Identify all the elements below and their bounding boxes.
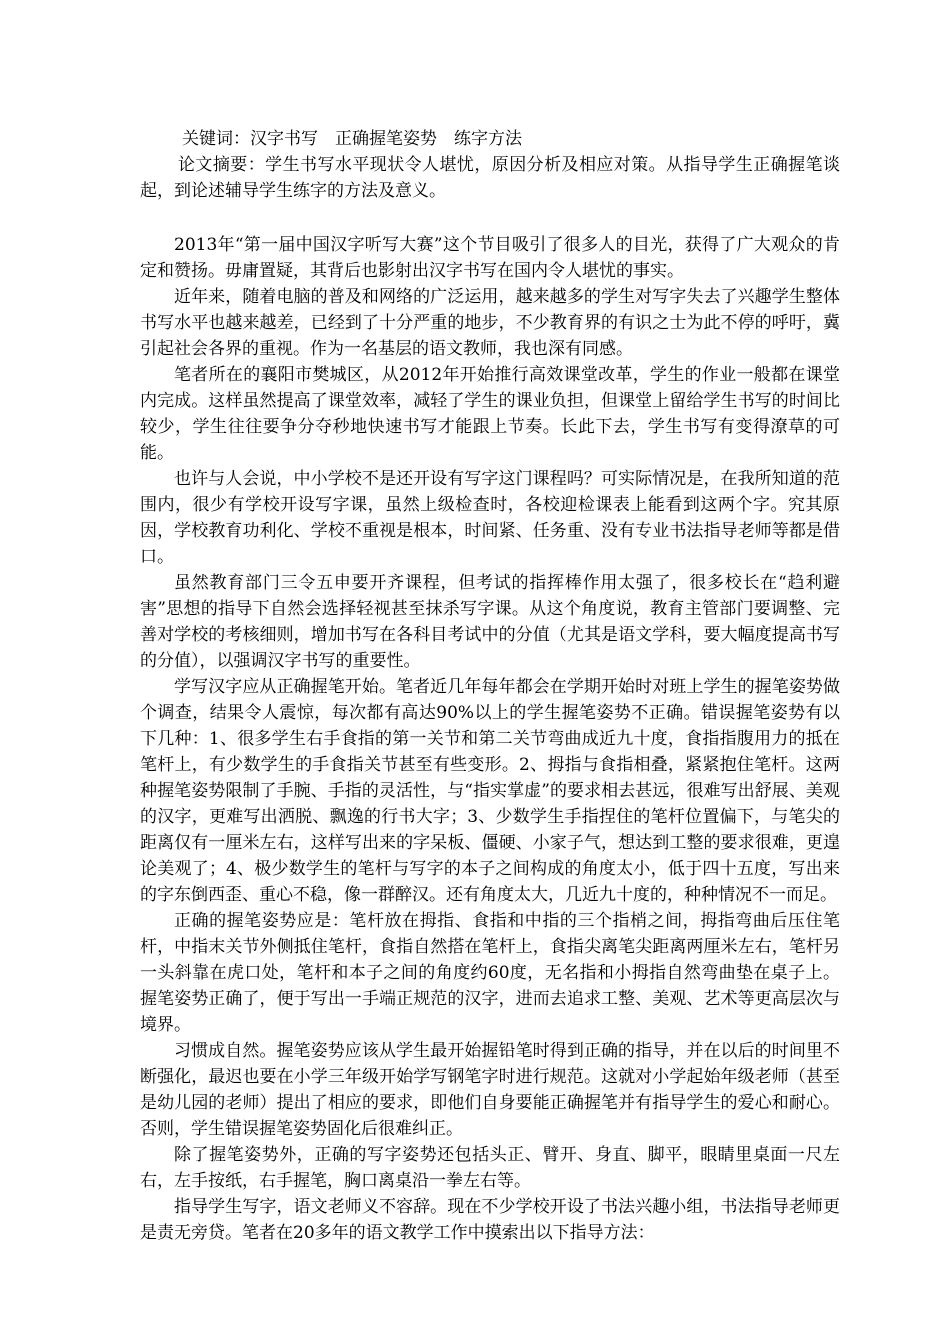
abstract-paragraph: 论文摘要：学生书写水平现状令人堪忧，原因分析及相应对策。从指导学生正确握笔谈起，到论述辅导学生练字的方法及意义。	[140, 155, 840, 201]
keywords-line: 关键词：汉字书写 正确握笔姿势 练字方法	[182, 129, 522, 149]
section-spacer	[140, 204, 840, 232]
body-paragraph-2: 近年来，随着电脑的普及和网络的广泛运用，越来越多的学生对写字失去了兴趣学生整体书写水平也越来越差，已经到了十分严重的地步，不少教育界的有识之士为此不停的呼吁，冀引起社会各界的重视。作为一名基层的语文教师，我也深有同感。	[140, 287, 840, 359]
document-page	[140, 126, 840, 1246]
body-paragraph-5: 虽然教育部门三令五申要开齐课程，但考试的指挥棒作用太强了，很多校长在“趋利避害”思想的指导下自然会选择轻视甚至抹杀写字课。从这个角度说，教育主管部门要调整、完善对学校的考核细则，增加书写在各科目考试中的分值（尤其是语文学科，要大幅度提高书写的分值），以强调汉字书写的重要性。	[140, 573, 840, 671]
body-paragraph-7: 正确的握笔姿势应是：笔杆放在拇指、食指和中指的三个指梢之间，拇指弯曲后压住笔杆，中指末关节外侧抵住笔杆，食指自然搭在笔杆上，食指尖离笔尖距离两厘米左右，笔杆另一头斜靠在虎口处，笔杆和本子之间的角度约60度，无名指和小拇指自然弯曲垫在桌子上。握笔姿势正确了，便于写出一手端正规范的汉字，进而去追求工整、美观、艺术等更高层次与境界。	[140, 911, 840, 1035]
body-paragraph-10: 指导学生写字，语文老师义不容辞。现在不少学校开设了书法兴趣小组，书法指导老师更是责无旁贷。笔者在20多年的语文教学工作中摸索出以下指导方法：	[140, 1197, 840, 1243]
body-paragraph-1: 2013年“第一届中国汉字听写大赛”这个节目吸引了很多人的目光，获得了广大观众的肯定和赞扬。毋庸置疑，其背后也影射出汉字书写在国内令人堪忧的事实。	[140, 235, 840, 281]
body-paragraph-8: 习惯成自然。握笔姿势应该从学生最开始握铅笔时得到正确的指导，并在以后的时间里不断强化，最迟也要在小学三年级开始学写钢笔字时进行规范。这就对小学起始年级老师（甚至是幼儿园的老师）提出了相应的要求，即他们自身要能正确握笔并有指导学生的爱心和耐心。否则，学生错误握笔姿势固化后很难纠正。	[140, 1041, 840, 1139]
body-paragraph-4: 也许与人会说，中小学校不是还开设有写字这门课程吗？可实际情况是，在我所知道的范围内，很少有学校开设写字课，虽然上级检查时，各校迎检课表上能看到这两个字。究其原因，学校教育功利化、学校不重视是根本，时间紧、任务重、没有专业书法指导老师等都是借口。	[140, 469, 840, 567]
body-paragraph-9: 除了握笔姿势外，正确的写字姿势还包括头正、臂开、身直、脚平，眼睛里桌面一尺左右，左手按纸，右手握笔，胸口离桌沿一拳左右等。	[140, 1145, 840, 1191]
body-paragraph-6: 学写汉字应从正确握笔开始。笔者近几年每年都会在学期开始时对班上学生的握笔姿势做个调查，结果令人震惊，每次都有高达90%以上的学生握笔姿势不正确。错误握笔姿势有以下几种：1、很多学生右手食指的第一关节和第二关节弯曲成近九十度，食指指腹用力的抵在笔杆上，有少数学生的手食指关节甚至有些变形。2、拇指与食指相叠，紧紧抱住笔杆。这两种握笔姿势限制了手腕、手指的灵活性，与“指实掌虚”的要求相去甚远，很难写出舒展、美观的汉字，更难写出洒脱、飘逸的行书大字；3、少数学生手指捏住的笔杆位置偏下，与笔尖的距离仅有一厘米左右，这样写出来的字呆板、僵硬、小家子气，想达到工整的要求很难，更遑论美观了；4、极少数学生的笔杆与写字的本子之间构成的角度太小，低于四十五度，写出来的字东倒西歪、重心不稳，像一群醉汉。还有角度太大，几近九十度的，种种情况不一而足。	[140, 677, 840, 905]
body-paragraph-3: 笔者所在的襄阳市樊城区，从2012年开始推行高效课堂改革，学生的作业一般都在课堂内完成。这样虽然提高了课堂效率，减轻了学生的课业负担，但课堂上留给学生书写的时间比较少，学生往往要争分夺秒地快速书写才能跟上节奏。长此下去，学生书写有变得潦草的可能。	[140, 365, 840, 463]
